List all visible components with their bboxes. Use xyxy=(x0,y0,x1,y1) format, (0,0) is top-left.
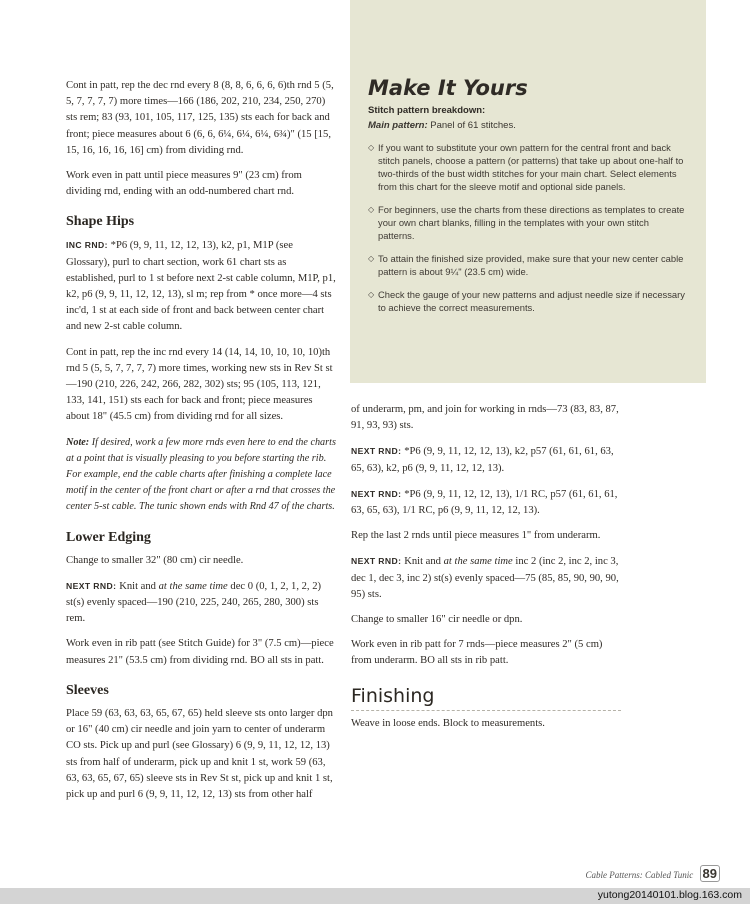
right-column xyxy=(351,402,623,741)
instruction-text: *P6 (9, 9, 11, 12, 12, 13), k2, p57 (61, 61, 61, 63, 65, 63), k2, p6 (9, 9, 11, 12, 12, 13). xyxy=(351,446,614,474)
instruction-text: dec 0 (0, 1, 2, 1, 2, 2) st(s) evenly spaced—190 (210, 225, 240, 265, 280, 300) sts rem. xyxy=(66,580,322,625)
running-title: Cable Patterns: Cabled Tunic xyxy=(585,870,694,880)
paragraph: Work even in patt until piece measures 9" (23 cm) from dividing rnd, ending with an odd-numbered chart rnd. xyxy=(66,170,302,198)
inc-rnd-instruction xyxy=(66,237,338,335)
instruction-text: Knit and xyxy=(404,556,444,568)
next-rnd-label: NEXT RND: xyxy=(351,446,405,457)
sidebar-title: Make It Yours xyxy=(368,76,528,100)
instruction-text: *P6 (9, 9, 11, 12, 12, 13), k2, p1, M1P (see Glossary), purl to chart section, work 61 chart sts as established, purl to 1 st before next 2-st cable column, M1P, p1, k2, p6 (9, 9, 11, 12, 12, 13), sl m; rep from * once more—4 sts inc'd, 1 st at each side of front and back between center chart and new 2-st cable column. xyxy=(66,240,336,333)
instruction-text: *P6 (9, 9, 11, 12, 12, 13), 1/1 RC, p57 (61, 61, 61, 63, 65, 63), 1/1 RC, p6 (9, 9, 11, 12, 12, 13). xyxy=(351,488,618,517)
note-label: Note: xyxy=(66,436,90,448)
make-it-yours-sidebar xyxy=(350,0,706,383)
paragraph: Cont in patt, rep the dec rnd every 8 (8, 8, 6, 6, 6, 6)th rnd 5 (5, 5, 7, 7, 7, 7) more times—166 (186, 202, 210, 234, 250, 270) sts rem; 83 (93, 101, 105, 117, 125, 135) sts each for back and front; piece measures about 6 (6, 6, 6¼, 6¼, 6¼, 6¾)" (15 [15, 15, 16, 16, 16, 16] cm) from dividing rnd. xyxy=(66,80,334,156)
paragraph: Change to smaller 16" cir needle or dpn. xyxy=(351,614,523,626)
page-footer xyxy=(586,866,720,881)
paragraph: Work even in rib patt (see Stitch Guide) for 3" (7.5 cm)—piece measures 21" (53.5 cm) from dividing rnd. BO all sts in patt. xyxy=(66,638,334,666)
left-column xyxy=(66,78,338,812)
diamond-bullet-icon: ◇ xyxy=(368,143,375,152)
next-rnd-instruction xyxy=(351,553,623,603)
instruction-italic: at the same time xyxy=(443,556,513,568)
watermark-text: yutong20140101.blog.163.com xyxy=(597,889,742,901)
paragraph: Rep the last 2 rnds until piece measures 1" from underarm. xyxy=(351,530,601,542)
instruction-text: Knit and xyxy=(119,580,159,592)
paragraph: Place 59 (63, 63, 63, 65, 67, 65) held sleeve sts onto larger dpn or 16" (40 cm) cir needle and join yarn to center of underarm CO sts. Pick up and purl (see Glossary) 6 (9, 9, 11, 12, 12, 13) sts from half of underarm, pick up and knit 1 st, work 59 (63, 63, 63, 65, 67, 65) sleeve sts in Rev St st, pick up and knit 1 st, pick up and purl 6 (9, 9, 11, 12, 12, 13) sts from other half xyxy=(66,707,333,800)
heading-lower-edging: Lower Edging xyxy=(66,529,151,545)
next-rnd-instruction xyxy=(351,486,623,519)
diamond-bullet-icon: ◇ xyxy=(368,205,375,214)
bullet-text: For beginners, use the charts from these directions as templates to create your own chart blanks, filling in the templates with your own stitch patterns. xyxy=(378,204,685,241)
heading-finishing: Finishing xyxy=(351,684,435,707)
sidebar-bullet xyxy=(368,288,686,314)
sidebar-bullet xyxy=(368,203,686,242)
instruction-italic: at the same time xyxy=(158,580,228,592)
paragraph: Change to smaller 32" (80 cm) cir needle. xyxy=(66,554,244,566)
heading-sleeves: Sleeves xyxy=(66,682,109,698)
next-rnd-label: NEXT RND: xyxy=(66,580,120,591)
instruction-text: inc 2 (inc 2, inc 2, inc 3, dec 1, dec 3, inc 2) st(s) evenly spaced—75 (85, 85, 90, 90, 90, 95) sts. xyxy=(351,556,619,600)
bullet-text: To attain the finished size provided, make sure that your new center cable pattern is about 9¼" (23.5 cm) wide. xyxy=(378,253,684,277)
next-rnd-instruction xyxy=(351,443,623,476)
paragraph: Cont in patt, rep the inc rnd every 14 (14, 14, 10, 10, 10, 10)th rnd 5 (5, 5, 7, 7, 7, 7) more times, working new sts in Rev St st—190 (210, 226, 242, 266, 282, 302) sts; 95 (105, 113, 121, 133, 141, 151) sts each for back and front; piece measures about 18" (45.5 cm) from dividing rnd for all sizes. xyxy=(66,346,333,423)
bullet-text: Check the gauge of your new patterns and adjust needle size if necessary to achieve the correct measurements. xyxy=(378,289,685,313)
bullet-text: If you want to substitute your own pattern for the central front and back stitch panels, choose a pattern (or patterns) that take up about one-half to two-thirds of the bust width stitches for your main chart. Select elements from this chart for the sleeve motif and optional side panels. xyxy=(378,142,684,192)
paragraph: of underarm, pm, and join for working in rnds—73 (83, 83, 87, 91, 93, 93) sts. xyxy=(351,404,619,432)
next-rnd-instruction xyxy=(66,578,338,628)
watermark-bar xyxy=(0,888,750,904)
main-pattern-text: Panel of 61 stitches. xyxy=(427,120,516,131)
sidebar-bullet xyxy=(368,141,686,193)
paragraph: Weave in loose ends. Block to measurements. xyxy=(351,717,545,729)
page-number: 89 xyxy=(700,865,720,882)
next-rnd-label: NEXT RND: xyxy=(351,556,405,567)
paragraph: Work even in rib patt for 7 rnds—piece measures 2" (5 cm) from underarm. BO all sts in rib patt. xyxy=(351,639,603,667)
note-text: If desired, work a few more rnds even here to end the charts at a point that is visually pleasing to you before starting the rib. For example, end the cable charts after finishing a complete lace motif in the center of the front chart or after a rnd that crosses the center 5-st cable. The tunic shown ends with Rnd 47 of the charts. xyxy=(66,436,336,513)
sidebar-main-pattern xyxy=(368,120,686,131)
inc-rnd-label: INC RND: xyxy=(66,240,111,251)
main-pattern-label: Main pattern: xyxy=(368,120,428,131)
sidebar-bullet xyxy=(368,252,686,278)
note xyxy=(66,435,338,516)
diamond-bullet-icon: ◇ xyxy=(368,290,375,299)
sidebar-subtitle: Stitch pattern breakdown: xyxy=(368,105,486,116)
next-rnd-label: NEXT RND: xyxy=(351,488,405,499)
sidebar-bullets xyxy=(368,141,686,314)
heading-shape-hips: Shape Hips xyxy=(66,214,135,230)
dashed-divider xyxy=(351,710,621,711)
diamond-bullet-icon: ◇ xyxy=(368,254,375,263)
